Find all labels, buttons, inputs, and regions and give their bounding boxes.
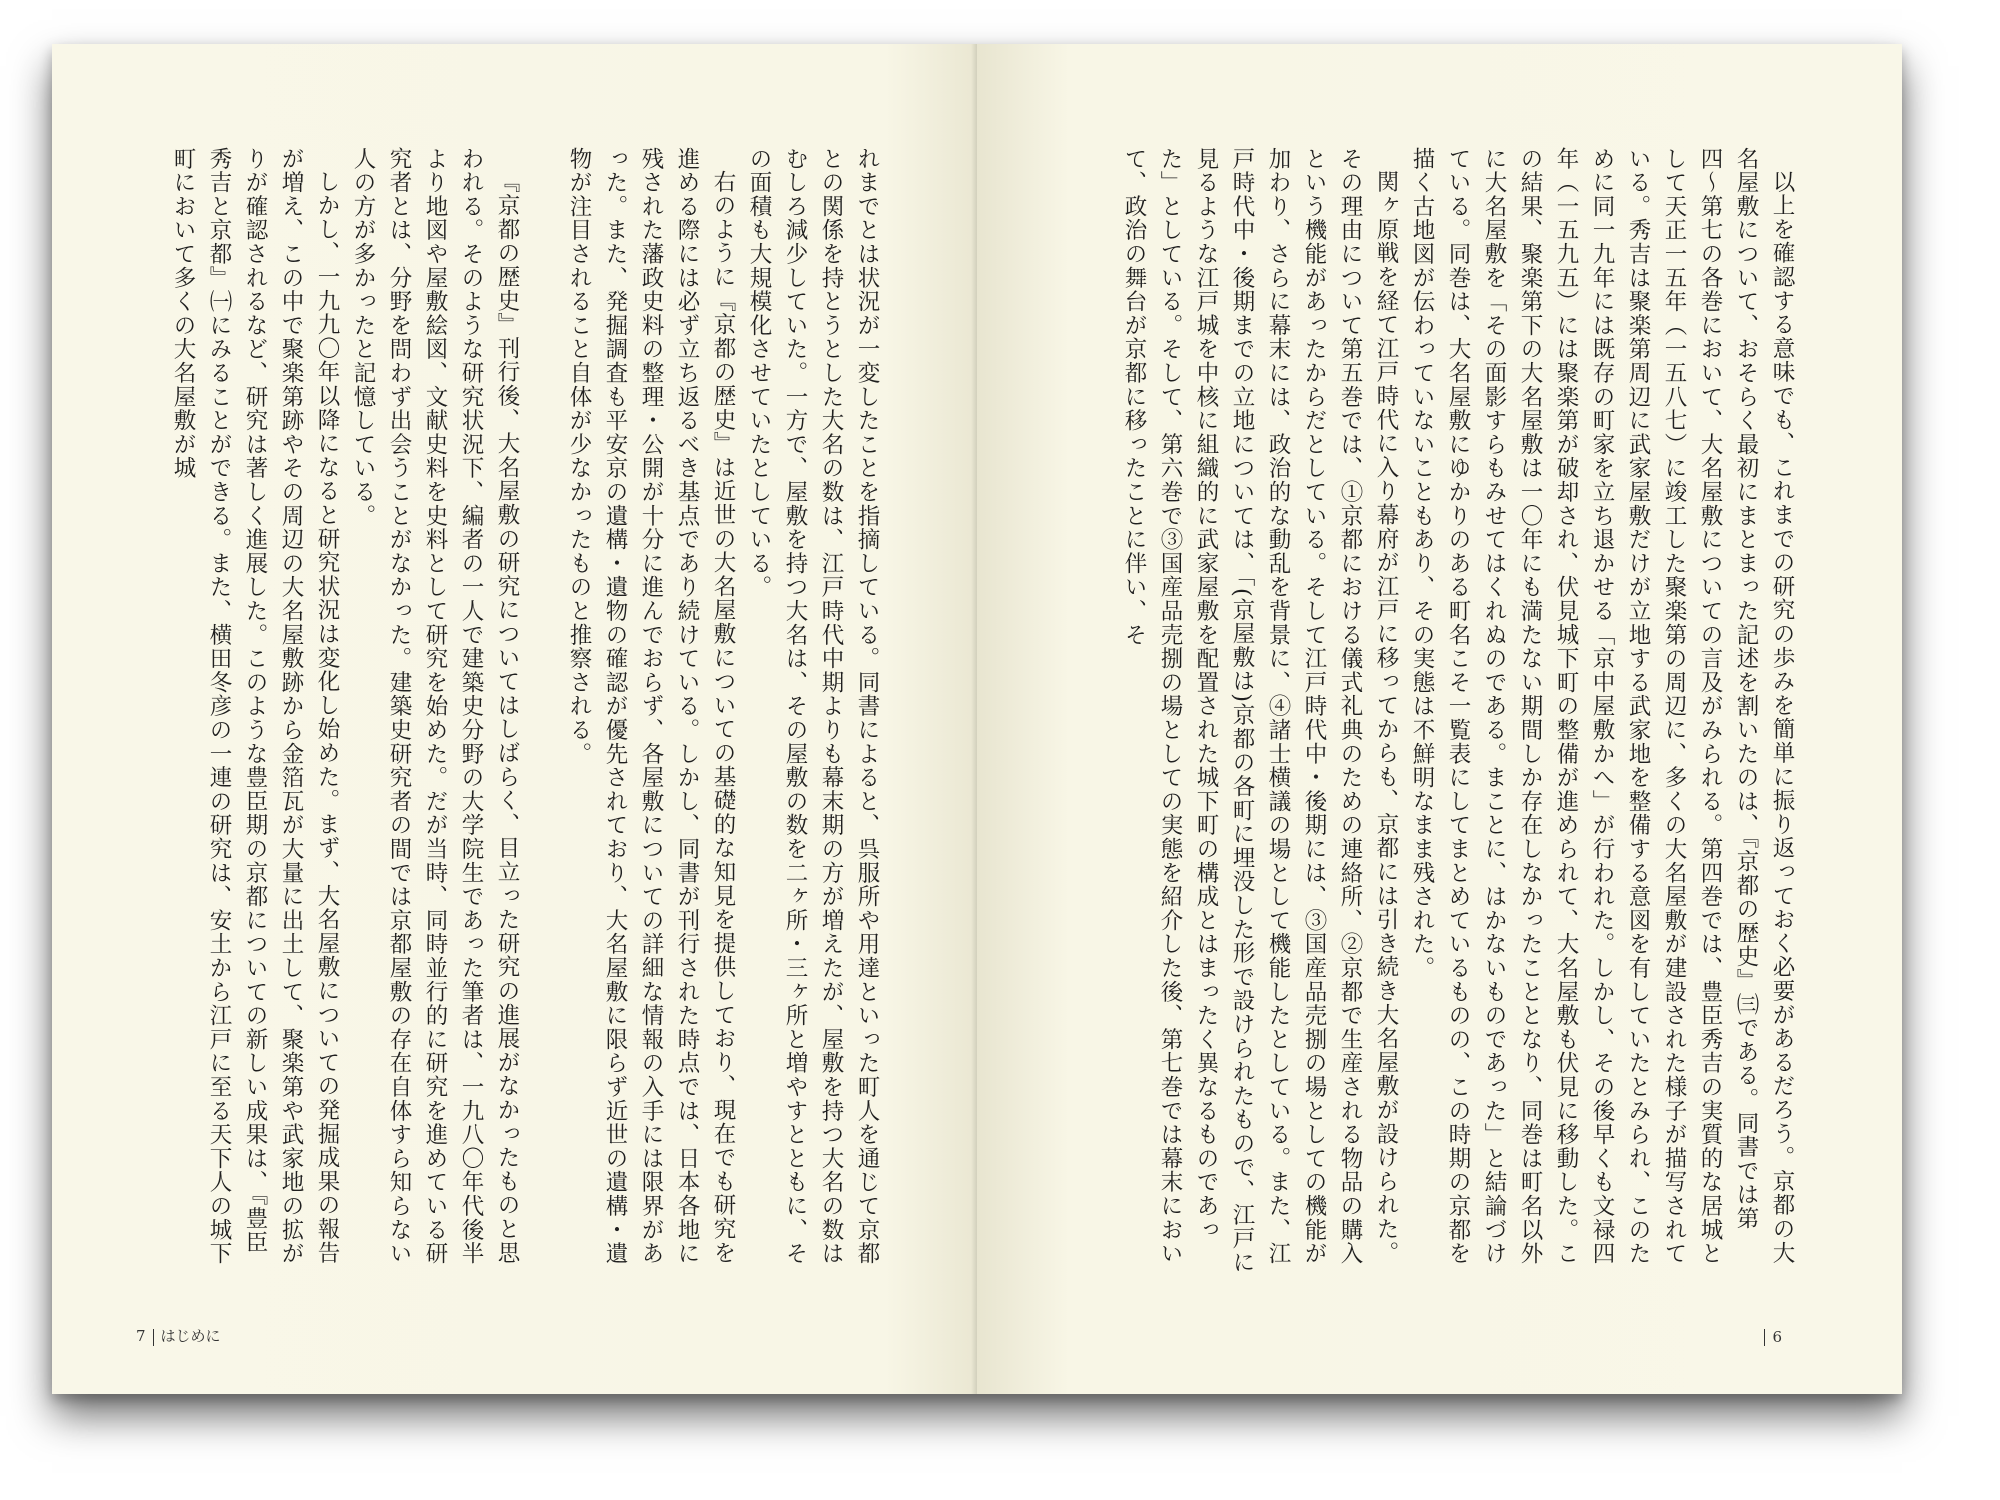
left-paragraph-3: 『京都の歴史』刊行後、大名屋敷の研究についてはしばらく、目立った研究の進展がなかったものと思われる。そのような研究状況下、編者の一人で建築史分野の大学院生であった筆者は、一九八〇年代後半より地図や屋敷絵図、文献史料を史料として研究を始めた。だが当時、同時並行的に研究を進めている研究者とは、分野を問わず出会うことがなかった。建築史研究者の間では京都屋敷の存在自体すら知らない人の方が多かったと記憶している。 <box>350 147 520 1266</box>
left-paragraph-4: しかし、一九九〇年以降になると研究状況は変化し始めた。まず、大名屋敷についての発掘成果の報告が増え、この中で聚楽第跡やその周辺の大名屋敷跡から金箔瓦が大量に出土して、聚楽第や武家地の拡がりが確認されるなど、研究は著しく進展した。このような豊臣期の京都についての新しい成果は、『豊臣秀吉と京都』㈠にみることができる。また、横田冬彦の一連の研究は、安土から江戸に至る天下人の城下町において多くの大名屋敷が城 <box>170 147 340 1266</box>
left-paragraph-2: 右のように『京都の歴史』は近世の大名屋敷についての基礎的な知見を提供しており、現在でも研究を進める際には必ず立ち返るべき基点であり続けている。しかし、同書が刊行された時点では、日本各地に残された藩政史料の整理・公開が十分に進んでおらず、各屋敷についての詳細な情報の入手には限界があった。また、発掘調査も平安京の遺構・遺物の確認が優先されており、大名屋敷に限らず近世の遺構・遺物が注目されること自体が少なかったものと推察される。 <box>566 147 736 1266</box>
left-blank-line <box>525 147 561 1277</box>
page-number: 6 <box>1772 1327 1782 1346</box>
book-spread <box>52 44 1902 1394</box>
right-paragraph-2: 関ヶ原戦を経て江戸時代に入り幕府が江戸に移ってからも、京都には引き続き大名屋敷が設けられた。その理由について第五巻では、①京都における儀式礼典のための連絡所、②京都で生産される物品の購入という機能があったからだとしている。そして江戸時代中・後期には、③国産品売捌の場としての機能が加わり、さらに幕末には、政治的な動乱を背景に、④諸士横議の場として機能したとしている。また、江戸時代中・後期までの立地については、「(京屋敷は)京都の各町に埋没した形で設けられたもので、江戸に見るような江戸城を中核に組織的に武家屋敷を配置された城下町の構成とはまったく異なるものであった」としている。そして、第六巻で③国産品売捌の場としての実態を紹介した後、第七巻では幕末において、政治の舞台が京都に移ったことに伴い、そ <box>1121 147 1399 1275</box>
left-page-body <box>170 147 885 1277</box>
right-paragraph-1: 以上を確認する意味でも、これまでの研究の歩みを簡単に振り返っておく必要があるだろう。京都の大名屋敷について、おそらく最初にまとまった記述を割いたのは、『京都の歴史』㈢である。同書では第四〜第七の各巻において、大名屋敷についての言及がみられる。第四巻では、豊臣秀吉の実質的な居城として天正一五年（一五八七）に竣工した聚楽第の周辺に、多くの大名屋敷が建設された様子が描写されている。秀吉は聚楽第周辺に武家屋敷だけが立地する武家地を整備する意図を有していたとみられ、このために同一九年には既存の町家を立ち退かせる「京中屋敷かへ」が行われた。しかし、その後早くも文禄四年（一五九五）には聚楽第が破却され、伏見城下町の整備が進められて、大名屋敷も伏見に移動した。この結果、聚楽第下の大名屋敷は一〇年にも満たない期間しか存在しなかったこととなり、同巻は町名以外に大名屋敷を「その面影すらもみせてはくれぬのである。まことに、はかないものであった」と結論づけている。同巻は、大名屋敷にゆかりのある町名こそ一覧表にしてまとめているものの、この時期の京都を描く古地図が伝わっていないこともあり、その実態は不鮮明なまま残された。 <box>1409 147 1795 1266</box>
right-page-body <box>1112 147 1800 1277</box>
page-number: 7 <box>136 1327 146 1345</box>
running-head: はじめに <box>160 1327 221 1345</box>
right-page-footer <box>1757 1328 1782 1347</box>
left-paragraph-1: れまでとは状況が一変したことを指摘している。同書によると、呉服所や用達といった町人を通じて京都との関係を持とうとした大名の数は、江戸時代中期よりも幕末期の方が増えたが、屋敷を持つ大名の数はむしろ減少していた。一方で、屋敷を持つ大名は、その屋敷の数を二ヶ所・三ヶ所と増やすとともに、その面積も大規模化させていたとしている。 <box>746 147 880 1266</box>
left-page <box>52 44 977 1394</box>
right-page <box>977 44 1902 1394</box>
left-page-footer <box>136 1325 221 1346</box>
footer-divider <box>153 1329 154 1346</box>
footer-divider <box>1764 1329 1765 1346</box>
